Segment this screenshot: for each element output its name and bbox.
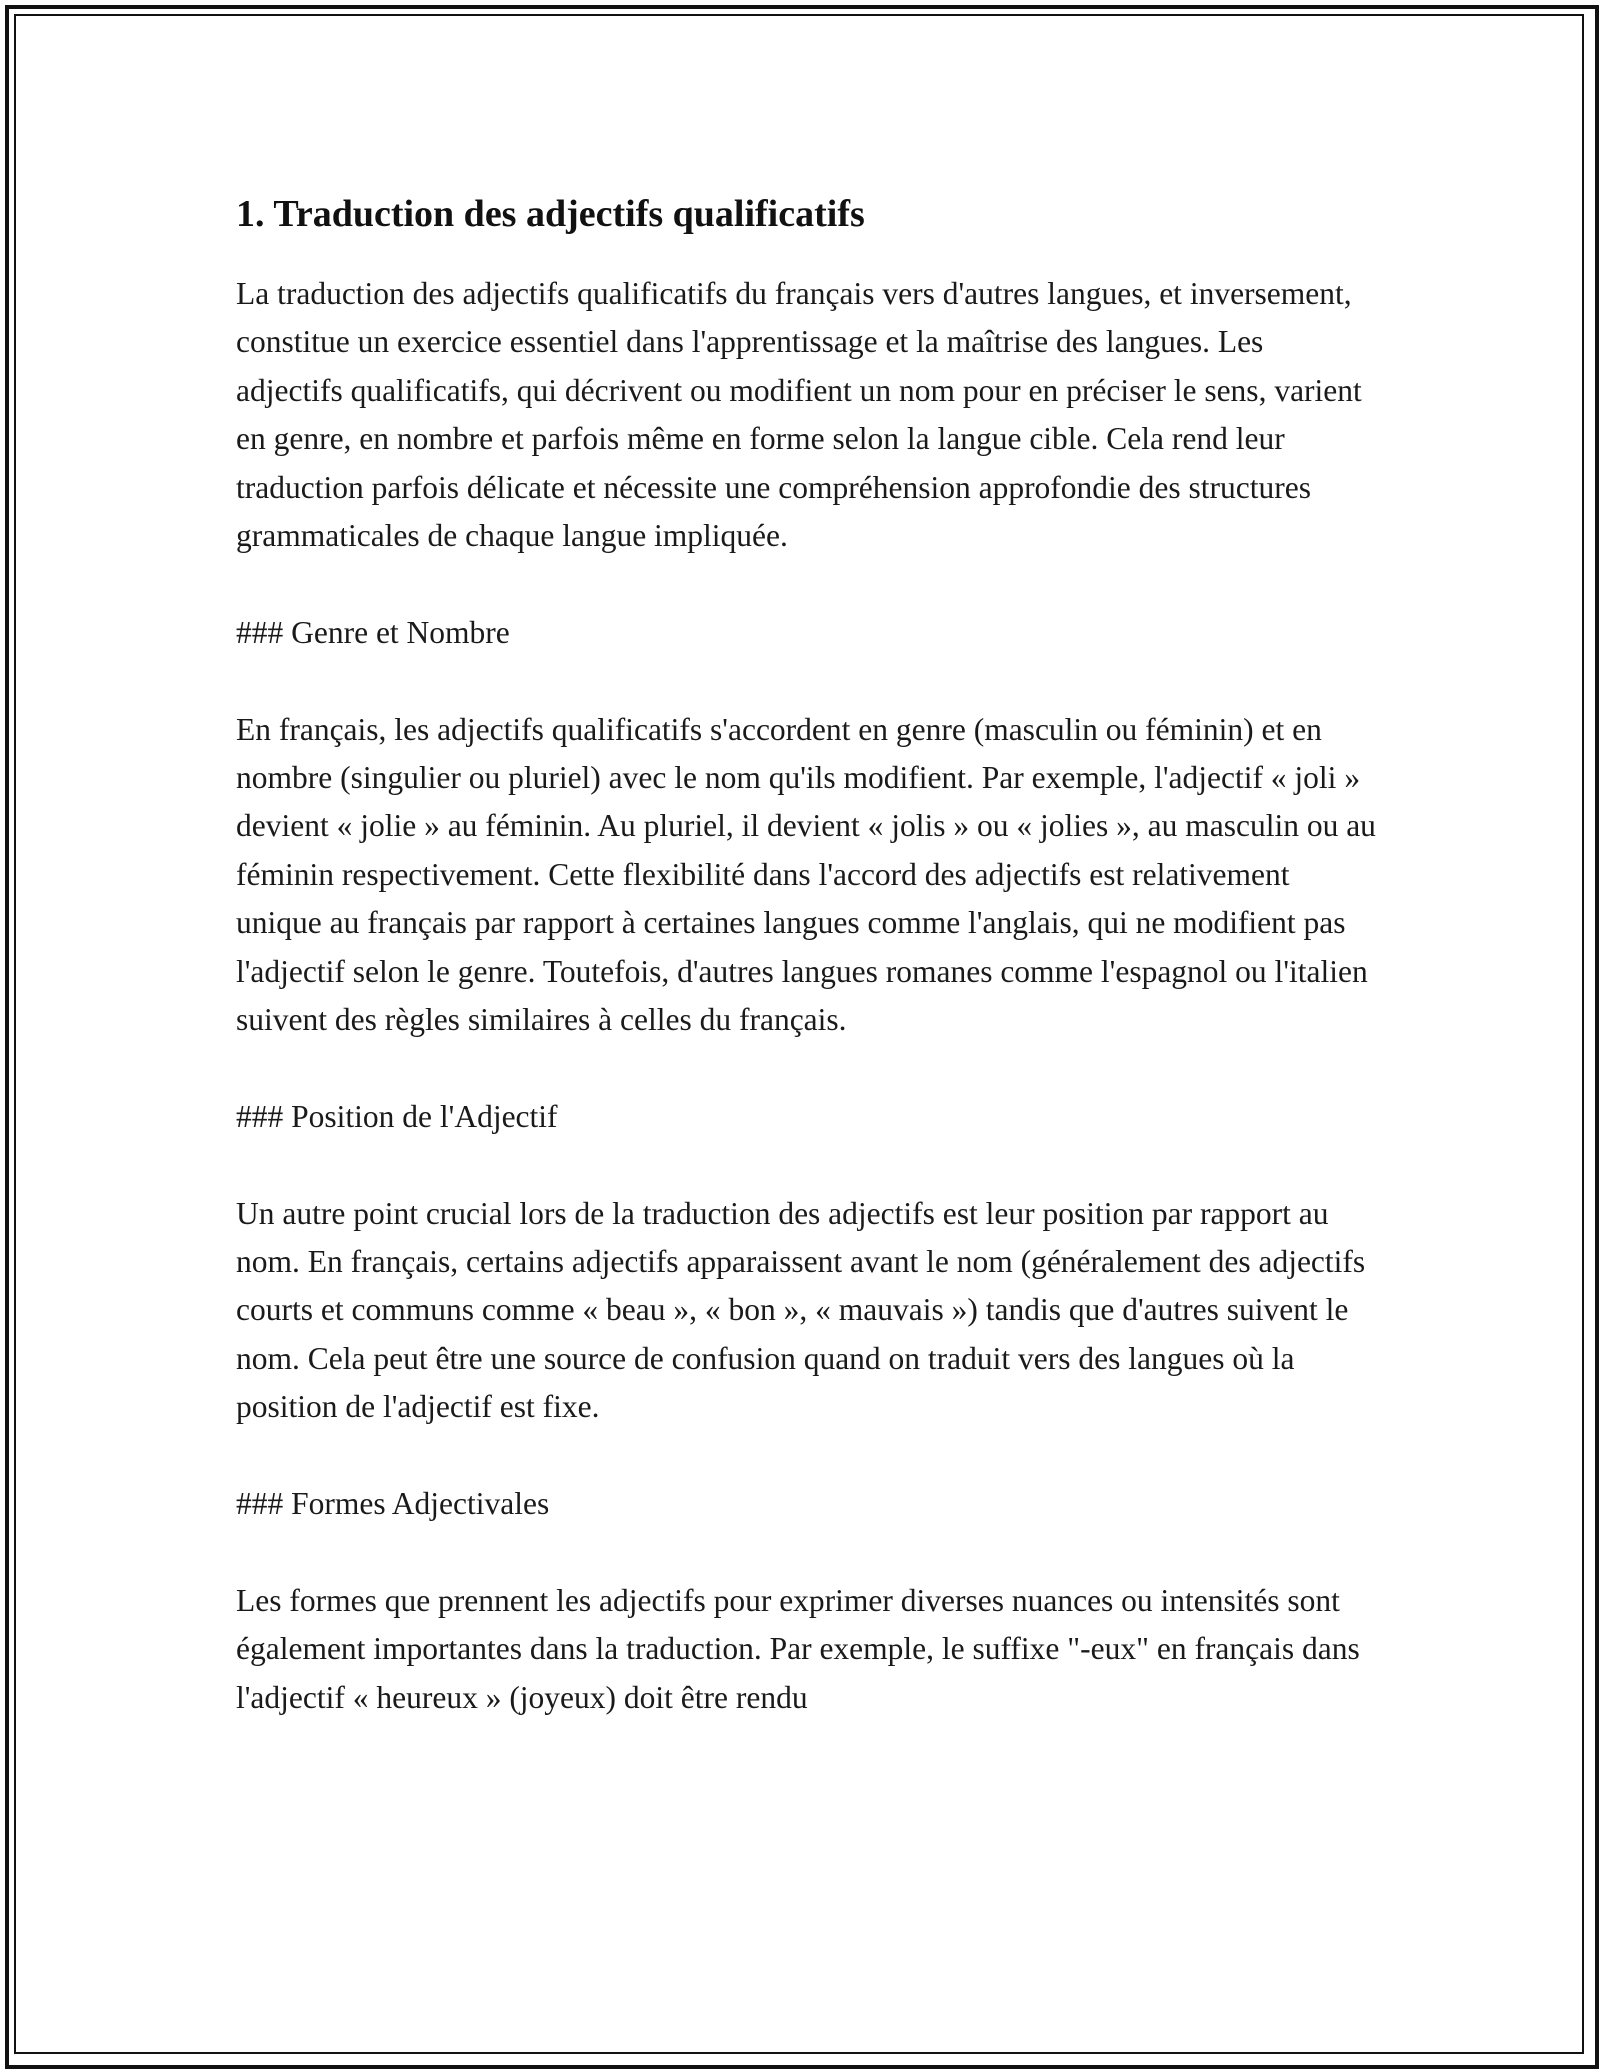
- paragraph-intro: La traduction des adjectifs qualificatifs du français vers d'autres langues, et inversement, constitue un exercice essentiel dans l'apprentissage et la maîtrise des langues. Les adjectifs qualificatifs, qui décrivent ou modifient un nom pour en préciser le sens, varient en genre, en nombre et parfois même en forme selon la langue cible. Cela rend leur traduction parfois délicate et nécessite une compréhension approfondie des structures grammaticales de chaque langue impliquée.: [236, 276, 1362, 554]
- subheading-genre-nombre: ### Genre et Nombre: [236, 614, 510, 650]
- subheading-position: ### Position de l'Adjectif: [236, 1098, 558, 1134]
- section-title: 1. Traduction des adjectifs qualificatifs: [236, 193, 865, 235]
- document-body: [236, 186, 1376, 1770]
- subheading-formes: ### Formes Adjectivales: [236, 1486, 550, 1522]
- paragraph-position: Un autre point crucial lors de la traduction des adjectifs est leur position par rapport au nom. En français, certains adjectifs apparaissent avant le nom (généralement des adjectifs courts et communs comme « beau », « bon », « mauvais ») tandis que d'autres suivent le nom. Cela peut être une source de confusion quand on traduit vers des langues où la position de l'adjectif est fixe.: [236, 1195, 1366, 1425]
- paragraph-genre-nombre: En français, les adjectifs qualificatifs s'accordent en genre (masculin ou féminin) et en nombre (singulier ou pluriel) avec le nom qu'ils modifient. Par exemple, l'adjectif « joli » devient « jolie » au féminin. Au pluriel, il devient « jolis » ou « jolies », au masculin ou au féminin respectivement. Cette flexibilité dans l'accord des adjectifs est relativement unique au français par rapport à certaines langues comme l'anglais, qui ne modifient pas l'adjectif selon le genre. Toutefois, d'autres langues romanes comme l'espagnol ou l'italien suivent des règles similaires à celles du français.: [236, 711, 1376, 1038]
- paragraph-formes: Les formes que prennent les adjectifs pour exprimer diverses nuances ou intensités sont également importantes dans la traduction. Par exemple, le suffixe "-eux" en français dans l'adjectif « heureux » (joyeux) doit être rendu: [236, 1582, 1360, 1715]
